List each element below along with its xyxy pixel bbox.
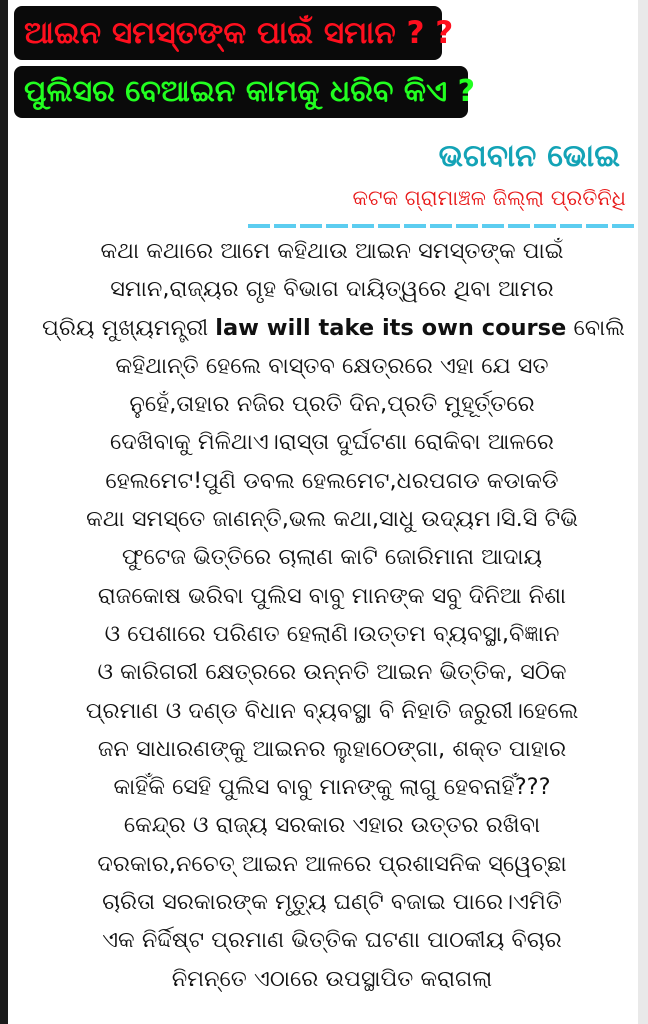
body-text-fragment: ପ୍ରିୟ ମୁଖ୍ୟମନ୍ତ୍ରୀ (42, 314, 216, 341)
headline-primary: ଆଇନ ସମସ୍ତଙ୍କ ପାଇଁ ସମାନ ? ? (14, 6, 442, 60)
body-line: ନିମନ୍ତେ ଏଠାରେ ଉପସ୍ଥାପିତ କରାଗଲା (171, 965, 493, 992)
body-line: କଥା ସମସ୍ତେ ଜାଣନ୍ତି,ଭଲ କଥା,ସାଧୁ ଉଦ୍ୟମ।ସି.ସି ଟିଭି (86, 506, 578, 533)
left-page-edge (0, 0, 8, 1024)
body-line: ଏକ ନିର୍ଦ୍ଦିଷ୍ଟ ପ୍ରମାଣ ଭିତ୍ତିକ ଘଟଣା ପାଠକୀୟ ବିଚାର (102, 927, 562, 954)
body-line: କଥା କଥାରେ ଆମେ କହିଥାଉ ଆଇନ ସମସ୍ତଙ୍କ ପାଇଁ (100, 238, 564, 264)
body-line (42, 309, 625, 347)
english-quote-emphasis: law will take its own course (215, 314, 567, 341)
body-line: ଦରକାର,ନଚେତ୍ ଆଇନ ଆଳରେ ପ୍ରଶାସନିକ ସ୍ୱେଚ୍ଛା (97, 850, 567, 877)
body-line: ପ୍ରମାଣ ଓ ଦଣ୍ଡ ବିଧାନ ବ୍ୟବସ୍ଥା ବି ନିହାତି ଜରୁରୀ।ହେଲେ (85, 697, 579, 724)
body-line: ହେଲମେଟ!ପୁଣି ଡବଲ ହେଲମେଟ,ଧରପଗଡ କଡାକଡି (105, 467, 559, 494)
body-line: ଓ କାରିଗରୀ କ୍ଷେତ୍ରରେ ଉନ୍ନତି ଆଇନ ଭିତ୍ତିକ, ସଠିକ (97, 659, 567, 686)
body-line: କେନ୍ଦ୍ର ଓ ରାଜ୍ୟ ସରକାର ଏହାର ଉତ୍ତର ରଖିବା (123, 812, 541, 839)
headline-secondary: ପୁଲିସର ବେଆଇନ କାମକୁ ଧରିବ କିଏ ? (14, 66, 468, 118)
body-line: ନୁହେଁ,ତାହାର ନଜିର ପ୍ରତି ଦିନ,ପ୍ରତି ମୁହୂର୍ତ୍ତରେ (129, 391, 535, 418)
body-line: ରାଜକୋଷ ଭରିବା ପୁଲିସ ବାବୁ ମାନଙ୍କ ସବୁ ଦିନିଆ ନିଶା (97, 582, 567, 609)
body-line: ସମାନ,ରାଜ୍ୟର ଗୃହ ବିଭାଗ ଦାୟିତ୍ୱରେ ଥିବା ଆମର (110, 276, 554, 303)
body-line: ଚାରିତା ସରକାରଙ୍କ ମୃତ୍ୟୁ ଘଣ୍ଟି ବଜାଇ ପାରେ।ଏମିତି (102, 889, 562, 916)
byline-author-role: କଟକ ଗ୍ରାମାଞ୍ଚଳ ଜିଲ୍ଲା ପ୍ରତିନିଧି (352, 186, 626, 210)
article-body (42, 232, 625, 998)
body-line: ଦେଖିବାକୁ ମିଳିଥାଏ।ରାସ୍ତା ଦୁର୍ଘଟଣା ରୋକିବା ଆଳରେ (110, 429, 554, 456)
body-line: କାହିଁକି ସେହି ପୁଲିସ ବାବୁ ମାନଙ୍କୁ ଲାଗୁ ହେବନାହିଁ??? (113, 774, 551, 801)
byline-author-name: ଭଗବାନ ଭୋଇ (438, 138, 620, 174)
body-line: ଜନ ସାଧାରଣଙ୍କୁ ଆଇନର ଲୁହାଠେଙ୍ଗା, ଶକ୍ତ ପାହାର (97, 735, 567, 762)
right-page-edge (638, 0, 648, 1024)
body-line: ଫୁଟେଜ ଭିତ୍ତିରେ ଚାଲାଣ କାଟି ଜୋରିମାନା ଆଦାୟ (121, 544, 543, 571)
body-line: ଓ ପେଶାରେ ପରିଣତ ହେଲାଣି।ଉତ୍ତମ ବ୍ୟବସ୍ଥା,ବିଜ୍ଞାନ (104, 620, 560, 647)
body-line: କହିଥାନ୍ତି ହେଲେ ବାସ୍ତବ କ୍ଷେତ୍ରରେ ଏହା ଯେ ସତ (115, 352, 549, 379)
article-page (8, 0, 638, 1024)
body-text-fragment: ବୋଲି (566, 314, 625, 341)
byline-divider (248, 224, 648, 228)
